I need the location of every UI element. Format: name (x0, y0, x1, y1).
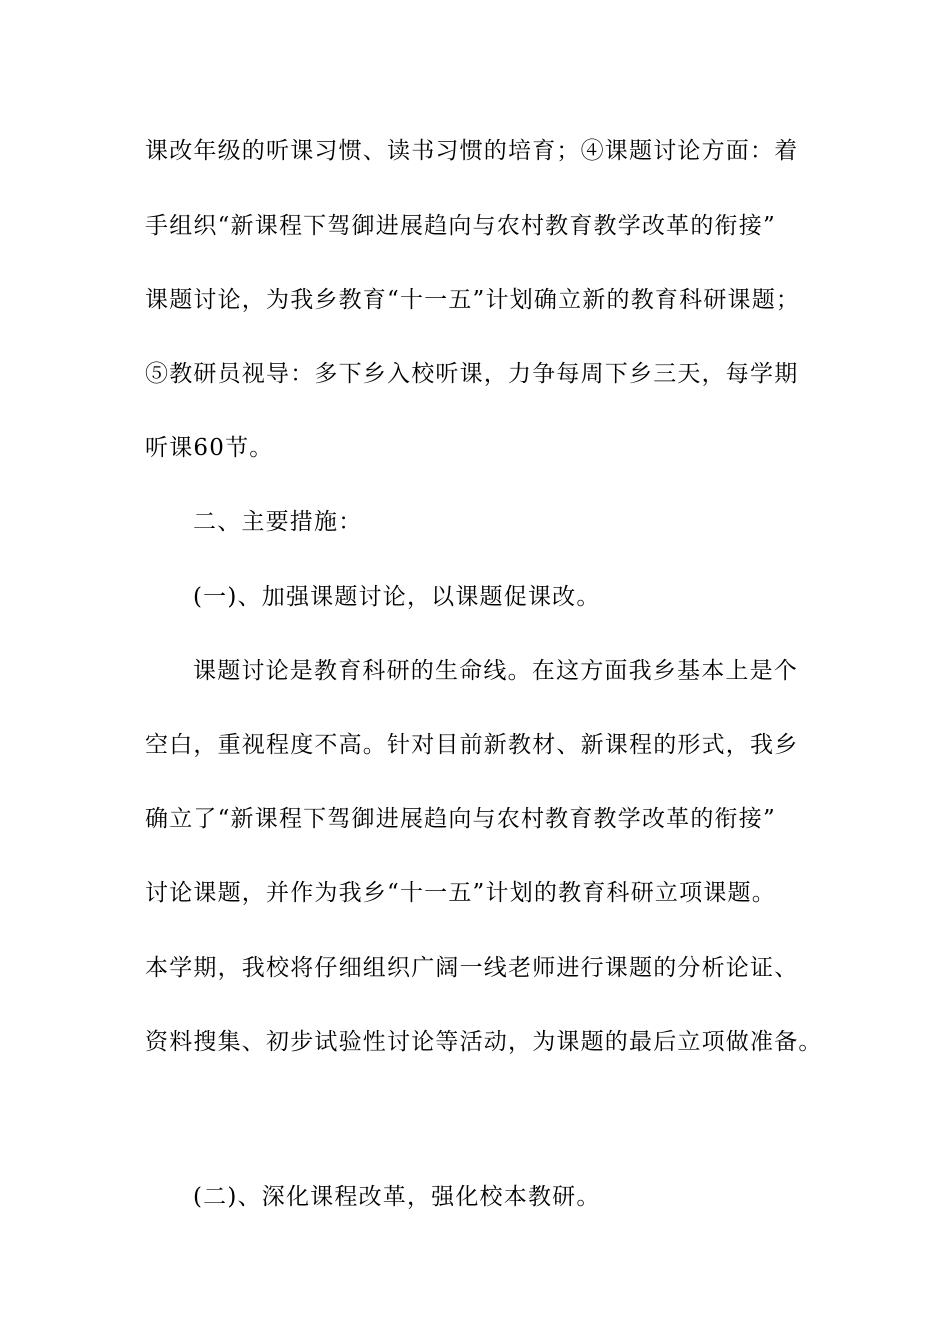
paragraph-line: 手组织“新课程下驾御进展趋向与农村教育教学改革的衔接” (145, 213, 776, 239)
paragraph-line: 确立了“新课程下驾御进展趋向与农村教育教学改革的衔接” (145, 806, 776, 832)
paragraph-line: 空白，重视程度不高。针对目前新教材、新课程的形式，我乡 (145, 732, 799, 758)
subsection-heading: (一)、加强课题讨论，以课题促课改。 (193, 584, 601, 610)
subsection-heading: (二)、深化课程改革，强化校本教研。 (193, 1184, 601, 1210)
paragraph-line: 讨论课题，并作为我乡“十一五”计划的教育科研立项课题。 (145, 880, 776, 906)
section-heading: 二、主要措施： (193, 509, 363, 535)
paragraph-line: 资料搜集、初步试验性讨论等活动，为课题的最后立项做准备。 (145, 1029, 823, 1055)
paragraph-line: 听课60节。 (145, 435, 274, 461)
paragraph-line: 课题讨论，为我乡教育“十一五”计划确立新的教育科研课题； (145, 287, 801, 313)
paragraph-line: ⑤教研员视导：多下乡入校听课，力争每周下乡三天，每学期 (145, 361, 799, 387)
paragraph-line: 本学期，我校将仔细组织广阔一线老师进行课题的分析论证、 (145, 955, 799, 981)
paragraph-line: 课题讨论是教育科研的生命线。在这方面我乡基本上是个 (193, 658, 798, 684)
paragraph-line: 课改年级的听课习惯、读书习惯的培育；④课题讨论方面：着 (145, 138, 799, 164)
